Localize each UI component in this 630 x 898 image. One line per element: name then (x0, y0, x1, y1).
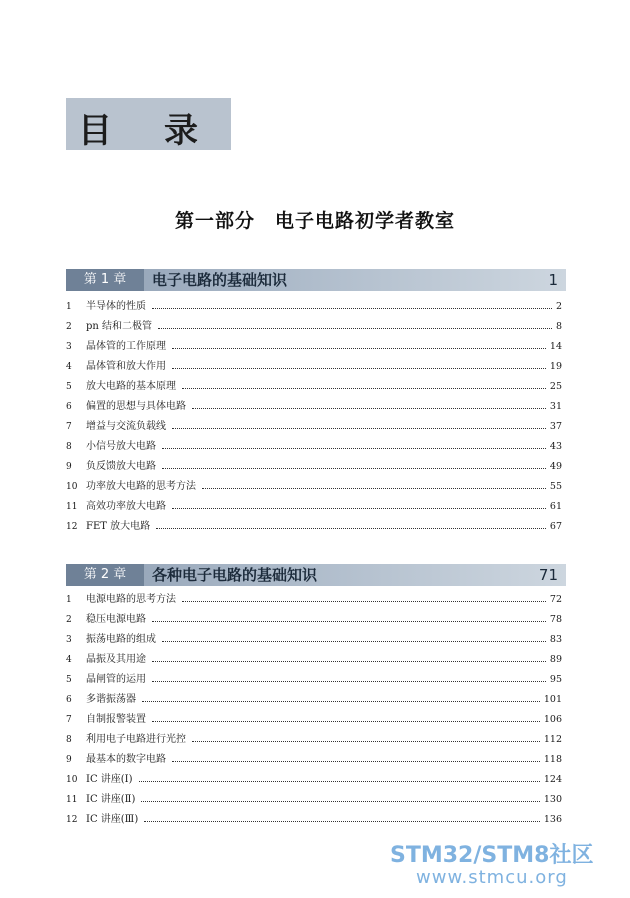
toc-entry-page: 8 (555, 321, 562, 332)
toc-entry-number: 10 (66, 775, 78, 785)
toc-entry-number: 11 (66, 502, 78, 512)
toc-entry-title: 负反馈放大电路 (86, 461, 156, 472)
toc-entry-page: 89 (549, 654, 562, 665)
toc-entry[interactable] (66, 750, 562, 770)
toc-entry-page: 37 (549, 421, 562, 432)
toc-entry-title: 晶体管和放大作用 (86, 361, 166, 372)
toc-entry-page: 136 (543, 814, 562, 825)
toc-entry-title: pn 结和二极管 (86, 321, 153, 332)
toc-leader-dots (192, 741, 540, 742)
toc-entry-page: 19 (549, 361, 562, 372)
toc-leader-dots (182, 388, 546, 389)
toc-entry-page: 106 (543, 714, 562, 725)
toc-entry-page: 95 (549, 674, 562, 685)
chapter-2-list (66, 590, 562, 830)
toc-leader-dots (202, 488, 546, 489)
toc-entry-title: 电源电路的思考方法 (86, 594, 176, 605)
toc-entry-number: 1 (66, 595, 72, 605)
toc-leader-dots (162, 641, 546, 642)
toc-leader-dots (152, 721, 540, 722)
toc-entry-page: 101 (543, 694, 562, 705)
toc-entry-title: 高效功率放大电路 (86, 501, 166, 512)
toc-leader-dots (142, 701, 540, 702)
toc-entry-title: 放大电路的基本原理 (86, 381, 176, 392)
toc-entry-number: 7 (66, 715, 72, 725)
toc-entry[interactable] (66, 437, 562, 457)
toc-entry-page: 124 (543, 774, 562, 785)
toc-entry-title: 小信号放大电路 (86, 441, 156, 452)
toc-entry[interactable] (66, 650, 562, 670)
toc-entry-title: 稳压电源电路 (86, 614, 146, 625)
toc-entry[interactable] (66, 610, 562, 630)
toc-entry-number: 5 (66, 675, 72, 685)
watermark-line-1: STM32/STM8社区 (390, 843, 594, 868)
toc-entry-title: IC 讲座(Ⅲ) (86, 814, 139, 825)
toc-entry-title: 自制报警装置 (86, 714, 146, 725)
watermark (390, 838, 630, 888)
watermark-line-2: www.stmcu.org (416, 867, 568, 888)
toc-leader-dots (139, 781, 540, 782)
toc-leader-dots (172, 428, 546, 429)
toc-entry[interactable] (66, 770, 562, 790)
toc-leader-dots (158, 328, 552, 329)
toc-entry[interactable] (66, 497, 562, 517)
chapter-1-list (66, 297, 562, 537)
toc-entry-number: 12 (66, 815, 78, 825)
toc-entry-number: 4 (66, 655, 72, 665)
toc-entry[interactable] (66, 710, 562, 730)
toc-entry[interactable] (66, 377, 562, 397)
chapter-1-page: 1 (548, 271, 558, 289)
toc-entry[interactable] (66, 357, 562, 377)
toc-leader-dots (172, 761, 540, 762)
toc-entry-page: 72 (549, 594, 562, 605)
toc-entry-number: 8 (66, 442, 72, 452)
toc-entry[interactable] (66, 477, 562, 497)
toc-entry[interactable] (66, 790, 562, 810)
toc-leader-dots (144, 821, 540, 822)
chapter-2-label: 第 2 章 (66, 564, 144, 586)
toc-entry-title: 晶体管的工作原理 (86, 341, 166, 352)
toc-entry-page: 43 (549, 441, 562, 452)
toc-entry-title: 多谐振荡器 (86, 694, 136, 705)
toc-heading: 目录 (78, 111, 250, 151)
toc-entry[interactable] (66, 337, 562, 357)
toc-entry[interactable] (66, 397, 562, 417)
chapter-1-label: 第 1 章 (66, 269, 144, 291)
toc-entry[interactable] (66, 630, 562, 650)
part-title: 第一部分 电子电路初学者教室 (174, 210, 455, 232)
toc-leader-dots (152, 308, 552, 309)
toc-entry-page: 78 (549, 614, 562, 625)
toc-entry-page: 2 (555, 301, 562, 312)
toc-entry-page: 67 (549, 521, 562, 532)
toc-entry-number: 9 (66, 755, 72, 765)
toc-leader-dots (152, 661, 546, 662)
toc-entry-number: 3 (66, 342, 72, 352)
chapter-2-header[interactable] (66, 564, 566, 586)
toc-entry-number: 12 (66, 522, 78, 532)
toc-entry-number: 8 (66, 735, 72, 745)
toc-entry[interactable] (66, 590, 562, 610)
toc-leader-dots (162, 448, 546, 449)
toc-leader-dots (141, 801, 539, 802)
toc-entry-title: 半导体的性质 (86, 301, 146, 312)
toc-entry-page: 31 (549, 401, 562, 412)
toc-entry[interactable] (66, 670, 562, 690)
toc-entry-number: 6 (66, 402, 72, 412)
toc-entry[interactable] (66, 457, 562, 477)
toc-entry-title: 偏置的思想与具体电路 (86, 401, 186, 412)
toc-entry-page: 61 (549, 501, 562, 512)
toc-entry-number: 10 (66, 482, 78, 492)
toc-leader-dots (152, 681, 546, 682)
chapter-2-page: 71 (538, 566, 558, 584)
toc-leader-dots (162, 468, 546, 469)
chapter-2-title: 各种电子电路的基础知识 (152, 566, 318, 584)
toc-entry-page: 83 (549, 634, 562, 645)
toc-entry-title: 晶振及其用途 (86, 654, 146, 665)
toc-entry[interactable] (66, 417, 562, 437)
toc-entry-title: FET 放大电路 (86, 521, 151, 532)
toc-entry-number: 5 (66, 382, 72, 392)
toc-entry-number: 11 (66, 795, 78, 805)
toc-entry[interactable] (66, 517, 562, 537)
toc-entry-title: 增益与交流负载线 (86, 421, 166, 432)
toc-entry-title: IC 讲座(Ⅱ) (86, 794, 136, 805)
toc-entry-title: 晶闸管的运用 (86, 674, 146, 685)
toc-leader-dots (172, 368, 546, 369)
toc-entry-number: 4 (66, 362, 72, 372)
toc-entry-title: 利用电子电路进行光控 (86, 734, 186, 745)
chapter-1-title: 电子电路的基础知识 (152, 271, 288, 289)
toc-entry-page: 25 (549, 381, 562, 392)
toc-entry-title: 最基本的数字电路 (86, 754, 166, 765)
toc-entry[interactable] (66, 690, 562, 710)
toc-entry-page: 14 (549, 341, 562, 352)
toc-leader-dots (156, 528, 546, 529)
toc-entry-page: 49 (549, 461, 562, 472)
toc-entry-title: 功率放大电路的思考方法 (86, 481, 196, 492)
toc-entry-number: 2 (66, 322, 72, 332)
chapter-1-header[interactable] (66, 269, 566, 291)
toc-leader-dots (152, 621, 546, 622)
toc-entry-page: 112 (543, 734, 562, 745)
toc-entry-number: 3 (66, 635, 72, 645)
toc-entry-number: 1 (66, 302, 72, 312)
toc-leader-dots (182, 601, 546, 602)
toc-entry-number: 9 (66, 462, 72, 472)
toc-entry-title: IC 讲座(Ⅰ) (86, 774, 133, 785)
toc-entry[interactable] (66, 297, 562, 317)
toc-leader-dots (172, 348, 546, 349)
toc-entry-page: 130 (543, 794, 562, 805)
toc-entry[interactable] (66, 730, 562, 750)
toc-entry-title: 振荡电路的组成 (86, 634, 156, 645)
toc-leader-dots (172, 508, 546, 509)
toc-entry[interactable] (66, 317, 562, 337)
toc-entry-page: 118 (543, 754, 562, 765)
toc-entry-number: 6 (66, 695, 72, 705)
toc-entry-number: 7 (66, 422, 72, 432)
toc-entry[interactable] (66, 810, 562, 830)
toc-entry-page: 55 (549, 481, 562, 492)
toc-leader-dots (192, 408, 546, 409)
toc-entry-number: 2 (66, 615, 72, 625)
